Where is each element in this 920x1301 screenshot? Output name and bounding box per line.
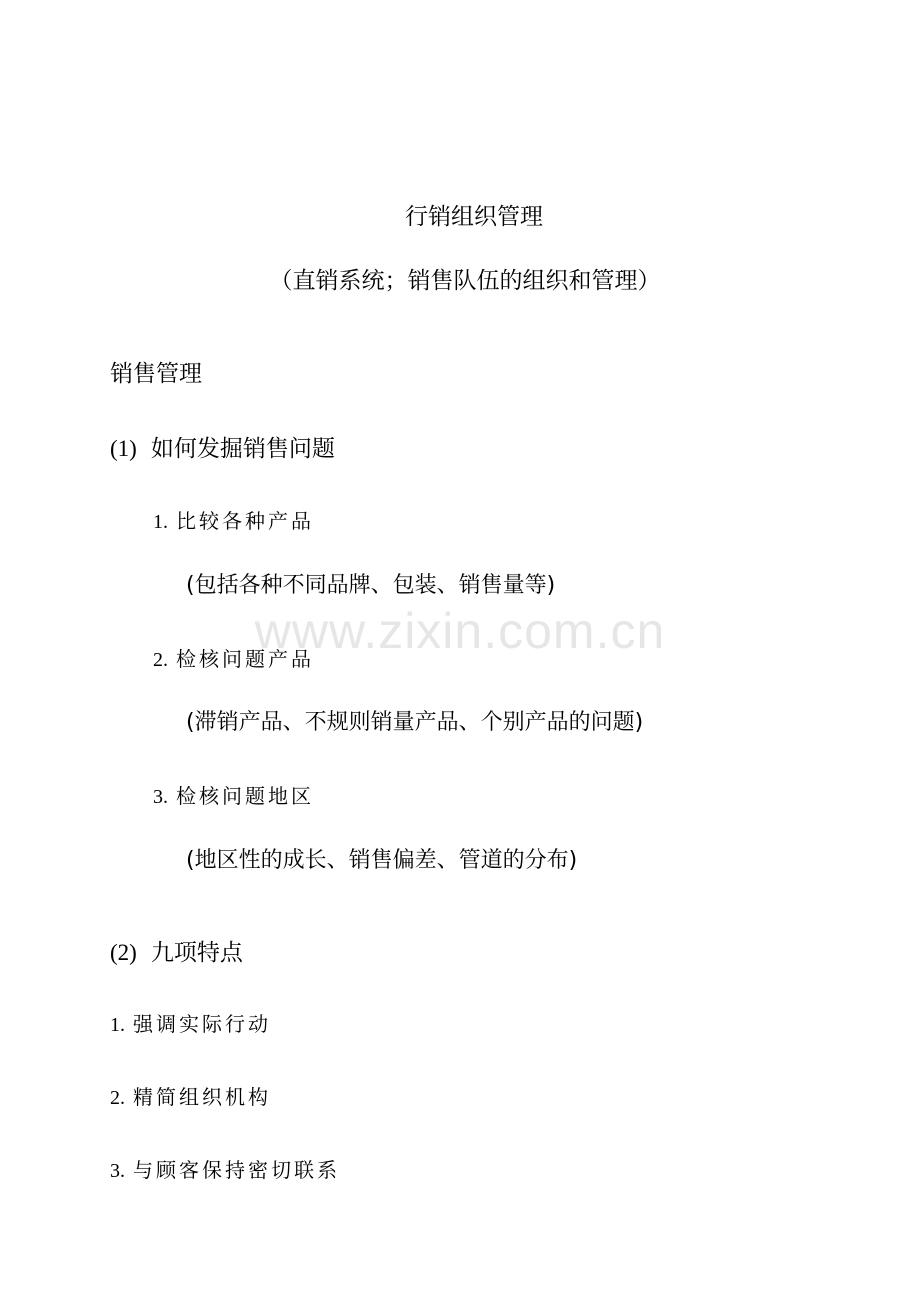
part-number: (2) [110,940,137,965]
list-item-note: (包括各种不同品牌、包装、销售量等) [186,573,556,598]
feature-item-text: 强调实际行动 [133,1012,271,1036]
section-heading: 销售管理 [110,361,202,387]
list-item-note: (滞销产品、不规则销量产品、个别产品的问题) [186,710,644,735]
list-item-note: (地区性的成长、销售偏差、管道的分布) [186,848,578,873]
list-item [153,786,314,807]
document-title: 行销组织管理 [405,204,543,230]
list-item-number: 1. [153,511,168,533]
feature-item-number: 2. [110,1087,125,1109]
feature-item [110,1160,340,1181]
list-item-text: 检核问题产品 [176,647,314,671]
feature-item [110,1014,271,1035]
watermark-text: www.zixin.com.cn [254,603,666,659]
list-item [153,511,314,532]
part-heading-text: 九项特点 [150,940,243,966]
document-subtitle: （直销系统；销售队伍的组织和管理） [269,268,661,294]
list-item-text: 比较各种产品 [176,509,314,533]
feature-item-number: 1. [110,1014,125,1036]
feature-item-number: 3. [110,1160,125,1182]
list-item-number: 2. [153,649,168,671]
list-item-text: 检核问题地区 [176,784,314,808]
list-item-number: 3. [153,786,168,808]
feature-item-text: 与顾客保持密切联系 [133,1158,340,1182]
part-heading [110,941,243,965]
feature-item-text: 精简组织机构 [133,1085,271,1109]
part-heading [110,437,335,461]
feature-item [110,1087,271,1108]
part-heading-text: 如何发掘销售问题 [150,436,335,462]
part-number: (1) [110,436,137,461]
